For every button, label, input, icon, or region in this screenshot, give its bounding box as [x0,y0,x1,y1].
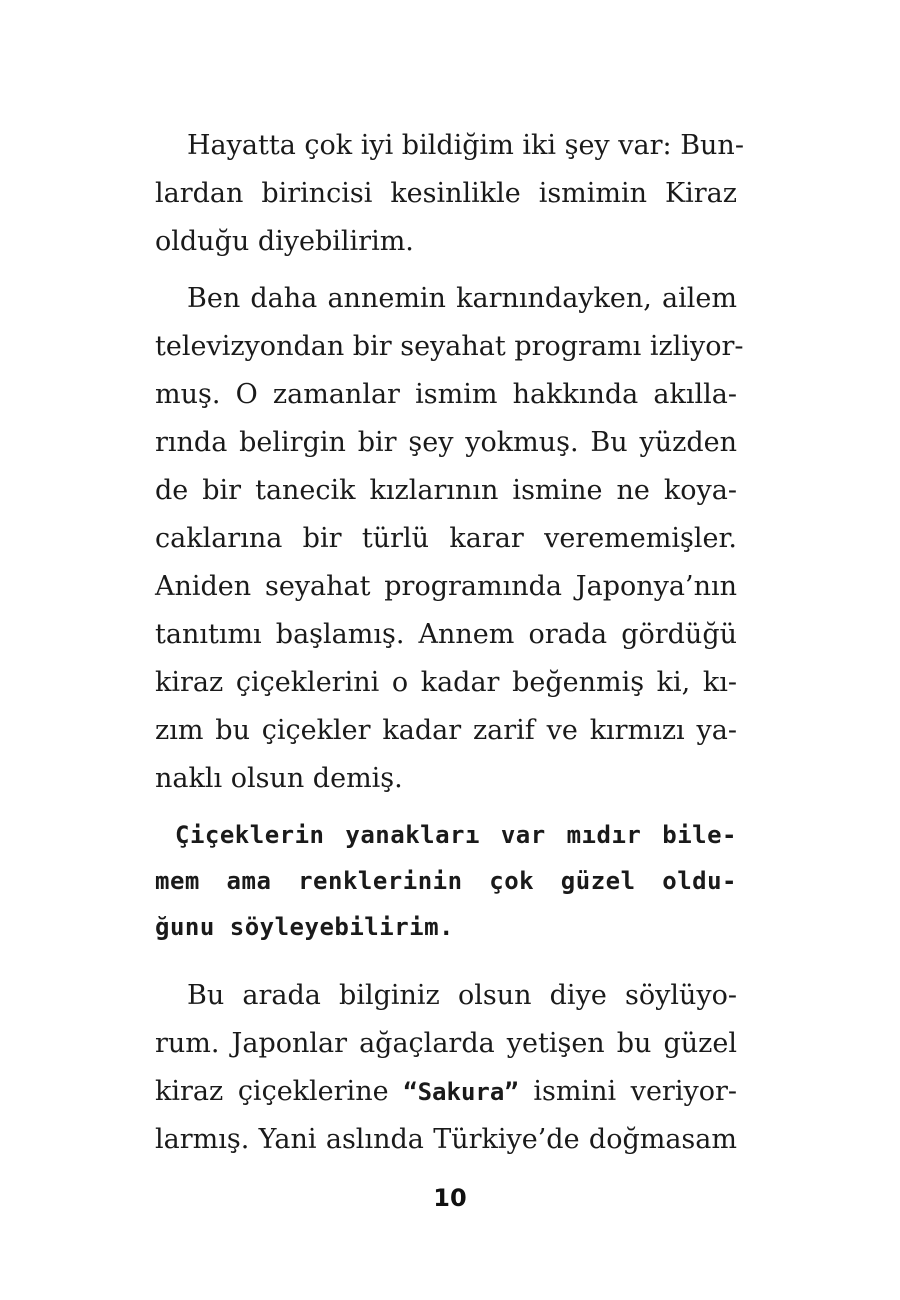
handwritten-line: ğunu söyleyebilirim. [155,913,454,941]
text-line: muş. O zamanlar ismim hakkında akılla- [155,379,737,410]
text-line: de bir tanecik kızlarının ismine ne koya- [155,475,737,506]
handwritten-line: mem ama renklerinin çok güzel oldu- [155,867,737,895]
text-line: televizyondan bir seyahat programı izliyor- [155,331,744,362]
paragraph-2 [155,275,744,803]
handwritten-note [155,812,737,950]
handwritten-line: Çiçeklerin yanakları var mıdır bile- [175,821,737,849]
text-fragment: ismini veriyor- [518,1076,737,1107]
text-line: zım bu çiçekler kadar zarif ve kırmızı ya- [155,715,737,746]
text-line-with-quote [155,1068,737,1116]
text-line: rında belirgin bir şey yokmuş. Bu yüzden [155,427,737,458]
text-line: kiraz çiçeklerini o kadar beğenmiş ki, kı- [155,667,737,698]
text-line: Aniden seyahat programında Japonya’nın [155,571,737,602]
book-page-text [155,122,744,1164]
paragraph-3 [155,972,737,1164]
text-line: rum. Japonlar ağaçlarda yetişen bu güzel [155,1028,737,1059]
text-line: Ben daha annemin karnındayken, ailem [187,283,737,314]
text-line: Bu arada bilginiz olsun diye söylüyo- [187,980,737,1011]
text-fragment: kiraz çiçeklerine [155,1076,404,1107]
text-line: tanıtımı başlamış. Annem orada gördüğü [155,619,737,650]
text-line: naklı olsun demiş. [155,763,403,794]
text-line: lardan birincisi kesinlikle ismimin Kiraz [155,178,737,209]
paragraph-1 [155,122,744,266]
text-line: caklarına bir türlü karar verememişler. [155,523,737,554]
text-line: olduğu diyebilirim. [155,226,414,257]
text-line: larmış. Yani aslında Türkiye’de doğmasam [155,1124,737,1155]
sakura-quote: “Sakura” [403,1078,519,1106]
text-line: Hayatta çok iyi bildiğim iki şey var: Bun- [187,130,744,161]
page-number: 10 [433,1184,467,1212]
